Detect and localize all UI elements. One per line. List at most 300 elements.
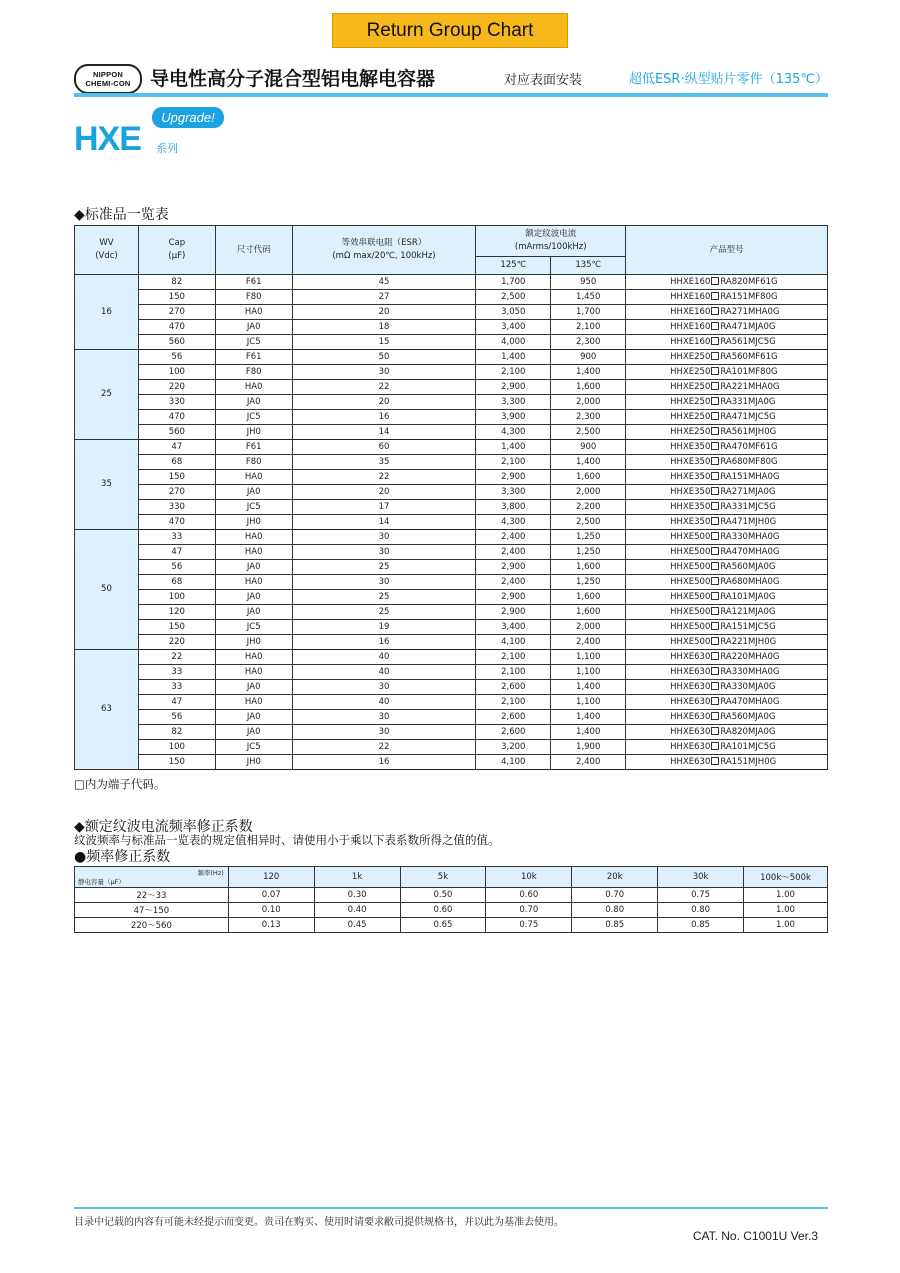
ripple-125-cell: 3,300 (476, 485, 551, 500)
series-suffix: 系列 (156, 142, 178, 155)
esr-cell: 16 (292, 755, 476, 770)
header-part-number: 产品型号 (626, 226, 828, 275)
table-row (75, 710, 828, 725)
part-number-suffix: RA221MHA0G (720, 381, 780, 392)
coefficient-cell: 0.07 (228, 888, 314, 903)
terminal-code-box-icon (711, 502, 719, 510)
part-number-prefix: HHXE350 (670, 501, 711, 512)
size-code-cell: HA0 (215, 470, 292, 485)
terminal-code-box-icon (711, 442, 719, 450)
esr-cell: 20 (292, 485, 476, 500)
part-number-cell (626, 275, 828, 290)
coefficient-cell: 0.80 (658, 903, 744, 918)
footer-disclaimer: 目录中记载的内容有可能未经提示而变更。贵司在购买、使用时请要求敝司提供规格书，并以此为基准去使用。 (74, 1217, 564, 1228)
cap-cell: 220 (138, 635, 215, 650)
terminal-code-box-icon (711, 427, 719, 435)
esr-cell: 15 (292, 335, 476, 350)
table-row (75, 320, 828, 335)
ripple-135-cell: 1,600 (551, 560, 626, 575)
size-code-cell: JH0 (215, 425, 292, 440)
table-row (75, 365, 828, 380)
coefficient-cell: 0.85 (658, 918, 744, 933)
ripple-135-cell: 2,400 (551, 755, 626, 770)
capacitance-range-cell: 22～33 (75, 888, 229, 903)
frequency-header: 30k (658, 867, 744, 888)
esr-cell: 22 (292, 740, 476, 755)
part-number-cell (626, 365, 828, 380)
ripple-125-cell: 2,600 (476, 680, 551, 695)
cap-cell: 220 (138, 380, 215, 395)
terminal-code-box-icon (711, 622, 719, 630)
cap-cell: 120 (138, 605, 215, 620)
part-number-suffix: RA101MF80G (720, 366, 778, 377)
size-code-cell: JC5 (215, 500, 292, 515)
part-number-cell (626, 695, 828, 710)
esr-cell: 16 (292, 410, 476, 425)
table-row (75, 395, 828, 410)
table-row (75, 590, 828, 605)
table-row (75, 530, 828, 545)
size-code-cell: JH0 (215, 635, 292, 650)
cap-cell: 470 (138, 410, 215, 425)
cap-cell: 330 (138, 500, 215, 515)
table-row (75, 350, 828, 365)
terminal-code-box-icon (711, 682, 719, 690)
ripple-125-cell: 2,900 (476, 470, 551, 485)
ripple-135-cell: 1,600 (551, 605, 626, 620)
nippon-chemicon-logo (74, 64, 142, 94)
esr-cell: 16 (292, 635, 476, 650)
table-row (75, 380, 828, 395)
esr-cell: 25 (292, 605, 476, 620)
part-number-cell (626, 470, 828, 485)
ripple-125-cell: 2,400 (476, 530, 551, 545)
table-row (75, 455, 828, 470)
part-number-cell (626, 335, 828, 350)
part-number-cell (626, 440, 828, 455)
esr-cell: 18 (292, 320, 476, 335)
coefficient-cell: 0.50 (400, 888, 486, 903)
table-row (75, 740, 828, 755)
ripple-135-cell: 2,000 (551, 395, 626, 410)
table-row (75, 680, 828, 695)
table-row (75, 410, 828, 425)
size-code-cell: HA0 (215, 305, 292, 320)
table-row (75, 695, 828, 710)
corner-frequency-label: 频率(Hz) (197, 869, 224, 877)
coefficient-cell: 1.00 (744, 903, 828, 918)
esr-cell: 25 (292, 560, 476, 575)
terminal-code-box-icon (711, 322, 719, 330)
coefficient-cell: 0.70 (572, 888, 658, 903)
ripple-135-cell: 1,250 (551, 575, 626, 590)
header-ripple: 额定纹波电流 (mArms/100kHz) (476, 226, 626, 257)
part-number-cell (626, 710, 828, 725)
cap-cell: 47 (138, 545, 215, 560)
table-row (75, 425, 828, 440)
esr-cell: 30 (292, 680, 476, 695)
size-code-cell: JA0 (215, 395, 292, 410)
coefficient-cell: 0.45 (314, 918, 400, 933)
part-number-cell (626, 530, 828, 545)
ripple-125-cell: 4,000 (476, 335, 551, 350)
ripple-135-cell: 1,700 (551, 305, 626, 320)
esr-cell: 50 (292, 350, 476, 365)
esr-cell: 20 (292, 395, 476, 410)
terminal-code-box-icon (711, 637, 719, 645)
table-row (75, 903, 828, 918)
ripple-135-cell: 2,100 (551, 320, 626, 335)
part-number-prefix: HHXE500 (670, 531, 711, 542)
size-code-cell: F80 (215, 290, 292, 305)
frequency-coefficient-subtitle: ●频率修正系数 (74, 849, 171, 865)
ripple-125-cell: 3,400 (476, 320, 551, 335)
ripple-125-cell: 2,900 (476, 560, 551, 575)
terminal-code-box-icon (711, 712, 719, 720)
size-code-cell: JC5 (215, 740, 292, 755)
capacitance-range-cell: 47～150 (75, 903, 229, 918)
cap-cell: 56 (138, 710, 215, 725)
part-number-prefix: HHXE500 (670, 546, 711, 557)
table-row (75, 755, 828, 770)
size-code-cell: JA0 (215, 590, 292, 605)
cap-cell: 33 (138, 530, 215, 545)
part-number-prefix: HHXE350 (670, 456, 711, 467)
table-row (75, 575, 828, 590)
frequency-header: 100k～500k (744, 867, 828, 888)
coefficient-cell: 1.00 (744, 918, 828, 933)
terminal-code-box-icon (711, 277, 719, 285)
frequency-header: 1k (314, 867, 400, 888)
part-number-suffix: RA470MHA0G (720, 696, 780, 707)
table-row (75, 605, 828, 620)
part-number-cell (626, 725, 828, 740)
table-row (75, 335, 828, 350)
header-divider (74, 93, 828, 97)
terminal-code-box-icon (711, 307, 719, 315)
part-number-suffix: RA470MF61G (720, 441, 778, 452)
cap-cell: 22 (138, 650, 215, 665)
esr-cell: 30 (292, 545, 476, 560)
cap-cell: 150 (138, 755, 215, 770)
esr-cell: 30 (292, 365, 476, 380)
wv-cell: 16 (75, 275, 139, 350)
part-number-suffix: RA471MJA0G (720, 321, 776, 332)
part-number-prefix: HHXE250 (670, 426, 711, 437)
ripple-125-cell: 2,600 (476, 725, 551, 740)
cap-cell: 68 (138, 575, 215, 590)
logo-line2: CHEMI-CON (85, 79, 131, 88)
ripple-135-cell: 1,400 (551, 455, 626, 470)
coefficient-cell: 0.60 (486, 888, 572, 903)
part-number-prefix: HHXE630 (670, 681, 711, 692)
esr-cell: 20 (292, 305, 476, 320)
cap-cell: 33 (138, 680, 215, 695)
part-number-prefix: HHXE160 (670, 276, 711, 287)
part-number-prefix: HHXE160 (670, 321, 711, 332)
esr-cell: 25 (292, 590, 476, 605)
part-number-prefix: HHXE630 (670, 756, 711, 767)
part-number-cell (626, 515, 828, 530)
part-number-suffix: RA560MF61G (720, 351, 778, 362)
ripple-125-cell: 3,200 (476, 740, 551, 755)
table-row (75, 545, 828, 560)
table-row (75, 440, 828, 455)
ripple-135-cell: 1,900 (551, 740, 626, 755)
part-number-suffix: RA220MHA0G (720, 651, 780, 662)
part-number-suffix: RA560MJA0G (720, 561, 776, 572)
size-code-cell: JA0 (215, 605, 292, 620)
esr-cell: 17 (292, 500, 476, 515)
coefficient-cell: 0.85 (572, 918, 658, 933)
esr-cell: 27 (292, 290, 476, 305)
ripple-125-cell: 3,300 (476, 395, 551, 410)
size-code-cell: JC5 (215, 335, 292, 350)
size-code-cell: F61 (215, 275, 292, 290)
part-number-cell (626, 575, 828, 590)
cap-cell: 470 (138, 320, 215, 335)
part-number-cell (626, 500, 828, 515)
part-number-suffix: RA221MJH0G (720, 636, 777, 647)
coefficient-cell: 0.30 (314, 888, 400, 903)
coefficient-cell: 0.75 (658, 888, 744, 903)
part-number-prefix: HHXE500 (670, 561, 711, 572)
table-row (75, 620, 828, 635)
part-number-prefix: HHXE500 (670, 606, 711, 617)
table-row (75, 725, 828, 740)
table-row (75, 560, 828, 575)
part-number-prefix: HHXE630 (670, 711, 711, 722)
part-number-prefix: HHXE630 (670, 666, 711, 677)
table-row (75, 305, 828, 320)
size-code-cell: HA0 (215, 650, 292, 665)
terminal-code-box-icon (711, 397, 719, 405)
size-code-cell: JA0 (215, 560, 292, 575)
terminal-code-box-icon (711, 547, 719, 555)
page-header (74, 62, 828, 96)
part-number-cell (626, 290, 828, 305)
wv-cell: 35 (75, 440, 139, 530)
table-row (75, 635, 828, 650)
ripple-125-cell: 4,300 (476, 425, 551, 440)
cap-cell: 150 (138, 470, 215, 485)
terminal-code-box-icon (711, 757, 719, 765)
ripple-135-cell: 950 (551, 275, 626, 290)
ripple-125-cell: 2,600 (476, 710, 551, 725)
terminal-code-box-icon (711, 457, 719, 465)
ripple-135-cell: 2,000 (551, 485, 626, 500)
header-wv: WV (Vdc) (75, 226, 139, 275)
part-number-prefix: HHXE500 (670, 621, 711, 632)
part-number-cell (626, 665, 828, 680)
cap-cell: 33 (138, 665, 215, 680)
terminal-code-box-icon (711, 667, 719, 675)
standard-products-table (74, 225, 828, 770)
coefficient-cell: 0.70 (486, 903, 572, 918)
part-number-cell (626, 350, 828, 365)
terminal-code-box-icon (711, 412, 719, 420)
ripple-125-cell: 3,400 (476, 620, 551, 635)
ripple-125-cell: 1,400 (476, 350, 551, 365)
cap-cell: 560 (138, 335, 215, 350)
part-number-prefix: HHXE350 (670, 471, 711, 482)
part-number-suffix: RA331MJA0G (720, 396, 776, 407)
ripple-135-cell: 2,500 (551, 515, 626, 530)
table-row (75, 500, 828, 515)
ripple-125-cell: 2,100 (476, 455, 551, 470)
table-row (75, 888, 828, 903)
part-number-cell (626, 545, 828, 560)
ripple-125-cell: 2,500 (476, 290, 551, 305)
ripple-125-cell: 2,100 (476, 650, 551, 665)
page-title: 导电性高分子混合型铝电解电容器 (150, 68, 436, 90)
part-number-cell (626, 650, 828, 665)
part-number-cell (626, 680, 828, 695)
size-code-cell: JC5 (215, 620, 292, 635)
part-number-suffix: RA151MJH0G (720, 756, 777, 767)
part-number-suffix: RA101MJC5G (720, 741, 776, 752)
terminal-code-box-icon (711, 382, 719, 390)
header-135c: 135℃ (551, 257, 626, 275)
part-number-suffix: RA151MJC5G (720, 621, 776, 632)
frequency-table-body (75, 888, 828, 933)
table-row (75, 665, 828, 680)
coefficient-cell: 0.10 (228, 903, 314, 918)
coefficient-cell: 0.75 (486, 918, 572, 933)
size-code-cell: HA0 (215, 665, 292, 680)
size-code-cell: JA0 (215, 320, 292, 335)
frequency-header: 120 (228, 867, 314, 888)
header-125c: 125℃ (476, 257, 551, 275)
coefficient-cell: 0.65 (400, 918, 486, 933)
cap-cell: 100 (138, 740, 215, 755)
ripple-135-cell: 1,250 (551, 545, 626, 560)
cap-cell: 270 (138, 305, 215, 320)
catalog-number: CAT. No. C1001U Ver.3 (692, 1229, 818, 1243)
ripple-125-cell: 3,900 (476, 410, 551, 425)
logo-line1: NIPPON (93, 70, 123, 79)
ripple-135-cell: 900 (551, 350, 626, 365)
ripple-125-cell: 2,900 (476, 605, 551, 620)
ripple-125-cell: 2,100 (476, 665, 551, 680)
ripple-125-cell: 1,700 (476, 275, 551, 290)
terminal-code-box-icon (711, 337, 719, 345)
part-number-suffix: RA331MJC5G (720, 501, 776, 512)
ripple-correction-title: ◆额定纹波电流频率修正系数 (74, 819, 253, 835)
esr-cell: 14 (292, 425, 476, 440)
coefficient-cell: 1.00 (744, 888, 828, 903)
terminal-code-box-icon (711, 562, 719, 570)
part-number-suffix: RA330MHA0G (720, 666, 780, 677)
part-number-cell (626, 740, 828, 755)
esr-cell: 40 (292, 695, 476, 710)
part-number-suffix: RA121MJA0G (720, 606, 776, 617)
size-code-cell: HA0 (215, 530, 292, 545)
size-code-cell: HA0 (215, 545, 292, 560)
size-code-cell: F80 (215, 365, 292, 380)
part-number-prefix: HHXE350 (670, 486, 711, 497)
part-number-suffix: RA271MHA0G (720, 306, 780, 317)
ripple-135-cell: 2,500 (551, 425, 626, 440)
frequency-header: 20k (572, 867, 658, 888)
part-number-suffix: RA820MF61G (720, 276, 778, 287)
size-code-cell: JH0 (215, 755, 292, 770)
wv-cell: 63 (75, 650, 139, 770)
size-code-cell: JC5 (215, 410, 292, 425)
part-number-prefix: HHXE250 (670, 351, 711, 362)
part-number-prefix: HHXE350 (670, 441, 711, 452)
ripple-135-cell: 1,400 (551, 365, 626, 380)
terminal-code-box-icon (711, 577, 719, 585)
esr-cell: 60 (292, 440, 476, 455)
esr-cell: 40 (292, 650, 476, 665)
esr-cell: 30 (292, 710, 476, 725)
esr-cell: 45 (292, 275, 476, 290)
part-number-prefix: HHXE500 (670, 591, 711, 602)
part-number-cell (626, 635, 828, 650)
table-row (75, 485, 828, 500)
table-row (75, 918, 828, 933)
terminal-code-box-icon (711, 367, 719, 375)
coefficient-cell: 0.40 (314, 903, 400, 918)
size-code-cell: JA0 (215, 710, 292, 725)
corner-capacitance-label: 静电容量（μF） (78, 878, 125, 886)
size-code-cell: HA0 (215, 695, 292, 710)
table-row (75, 650, 828, 665)
cap-cell: 56 (138, 350, 215, 365)
ripple-135-cell: 1,400 (551, 725, 626, 740)
terminal-code-box-icon (711, 592, 719, 600)
frequency-table-corner (75, 867, 229, 888)
coefficient-cell: 0.80 (572, 903, 658, 918)
part-number-cell (626, 620, 828, 635)
coefficient-cell: 0.60 (400, 903, 486, 918)
part-number-prefix: HHXE250 (670, 381, 711, 392)
frequency-header: 10k (486, 867, 572, 888)
ripple-125-cell: 3,800 (476, 500, 551, 515)
wv-cell: 50 (75, 530, 139, 650)
terminal-code-box-icon (711, 532, 719, 540)
part-number-prefix: HHXE500 (670, 636, 711, 647)
size-code-cell: HA0 (215, 575, 292, 590)
ripple-125-cell: 4,100 (476, 635, 551, 650)
table-row (75, 470, 828, 485)
cap-cell: 56 (138, 560, 215, 575)
ripple-125-cell: 2,400 (476, 575, 551, 590)
esr-cell: 30 (292, 530, 476, 545)
table-row (75, 275, 828, 290)
part-number-suffix: RA680MHA0G (720, 576, 780, 587)
footer-divider (74, 1207, 828, 1209)
ripple-135-cell: 2,300 (551, 410, 626, 425)
part-number-suffix: RA151MHA0G (720, 471, 780, 482)
header-cap: Cap (μF) (138, 226, 215, 275)
wv-cell: 25 (75, 350, 139, 440)
part-number-suffix: RA561MJH0G (720, 426, 777, 437)
return-group-chart-button[interactable]: Return Group Chart (332, 13, 568, 48)
part-number-cell (626, 755, 828, 770)
part-number-prefix: HHXE160 (670, 291, 711, 302)
part-number-suffix: RA330MJA0G (720, 681, 776, 692)
ripple-125-cell: 4,100 (476, 755, 551, 770)
size-code-cell: HA0 (215, 380, 292, 395)
cap-cell: 100 (138, 590, 215, 605)
part-number-cell (626, 380, 828, 395)
series-name: HXE (74, 120, 141, 158)
ripple-135-cell: 900 (551, 440, 626, 455)
part-number-cell (626, 395, 828, 410)
part-number-prefix: HHXE160 (670, 306, 711, 317)
